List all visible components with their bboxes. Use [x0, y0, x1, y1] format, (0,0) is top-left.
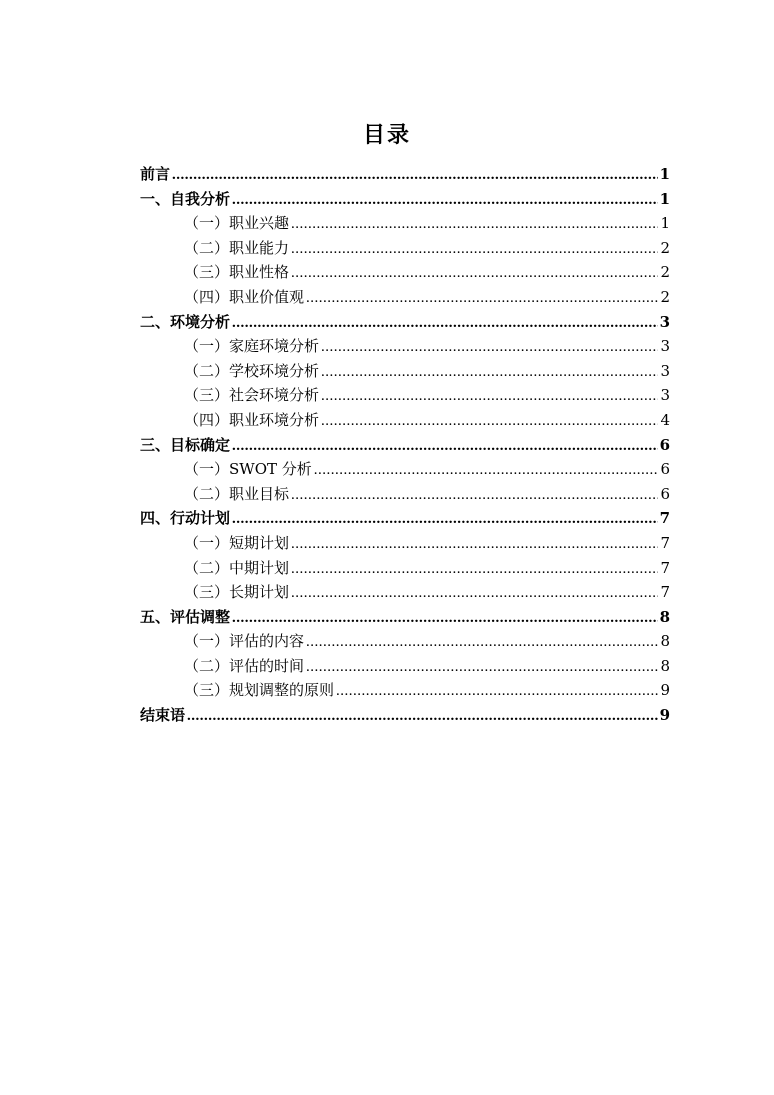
- toc-section-entry[interactable]: [140, 187, 670, 212]
- toc-entry-label: 前言: [140, 165, 171, 183]
- toc-page-number: 8: [660, 656, 670, 675]
- table-of-contents: [140, 162, 670, 728]
- toc-entry-label: （四）职业价值观: [184, 287, 305, 306]
- toc-entry-label: （二）职业目标: [184, 484, 290, 503]
- toc-dot-leader: [291, 261, 658, 286]
- toc-entry-label: （一）家庭环境分析: [184, 337, 320, 356]
- toc-entry-label: （三）社会环境分析: [184, 386, 320, 405]
- toc-page-number: 7: [660, 583, 670, 602]
- toc-page-number: 3: [660, 361, 670, 380]
- toc-dot-leader: [291, 581, 658, 606]
- toc-entry-label: 结束语: [140, 706, 186, 725]
- toc-subsection-entry[interactable]: [140, 334, 670, 359]
- toc-entry-label: （三）长期计划: [184, 583, 290, 602]
- toc-page-number: 6: [660, 484, 670, 503]
- toc-dot-leader: [291, 237, 658, 262]
- toc-page-number: 9: [659, 706, 670, 725]
- toc-dot-leader: [232, 188, 658, 213]
- toc-subsection-entry[interactable]: [140, 383, 670, 408]
- toc-page-number: 4: [660, 410, 670, 429]
- toc-dot-leader: [321, 384, 658, 409]
- toc-section-entry[interactable]: [140, 703, 670, 728]
- toc-page-number: 9: [660, 681, 670, 700]
- toc-entry-label: 一、自我分析: [140, 189, 231, 208]
- toc-dot-leader: [321, 360, 658, 385]
- toc-subsection-entry[interactable]: [140, 580, 670, 605]
- toc-entry-label: 二、环境分析: [140, 312, 231, 331]
- toc-entry-label: （二）中期计划: [184, 558, 290, 577]
- toc-entry-label: 三、目标确定: [140, 435, 231, 454]
- toc-dot-leader: [321, 335, 658, 360]
- toc-entry-label: （四）职业环境分析: [184, 410, 320, 429]
- toc-subsection-entry[interactable]: [140, 236, 670, 261]
- toc-page-number: 2: [660, 263, 670, 282]
- toc-dot-leader: [232, 606, 658, 631]
- toc-section-entry[interactable]: [140, 310, 670, 335]
- toc-page-number: 1: [659, 165, 670, 183]
- toc-subsection-entry[interactable]: [140, 654, 670, 679]
- toc-entry-label: （二）学校环境分析: [184, 361, 320, 380]
- toc-page-number: 8: [659, 607, 670, 626]
- toc-dot-leader: [291, 532, 658, 557]
- toc-entry-label: （二）评估的时间: [184, 656, 305, 675]
- toc-page-number: 6: [660, 460, 670, 479]
- toc-subsection-entry[interactable]: [140, 678, 670, 703]
- toc-entry-label: （三）规划调整的原则: [184, 681, 335, 700]
- toc-dot-leader: [291, 557, 658, 582]
- toc-entry-label: （一）SWOT 分析: [184, 460, 312, 479]
- toc-dot-leader: [291, 483, 658, 508]
- page-title: 目录: [362, 122, 411, 148]
- toc-dot-leader: [187, 704, 658, 729]
- toc-page-number: 1: [659, 189, 670, 208]
- toc-dot-leader: [321, 409, 658, 434]
- toc-page-number: 3: [660, 386, 670, 405]
- toc-section-entry[interactable]: [140, 433, 670, 458]
- toc-page-number: 3: [660, 337, 670, 356]
- toc-entry-label: （二）职业能力: [184, 238, 290, 257]
- toc-entry-label: 五、评估调整: [140, 607, 231, 626]
- toc-dot-leader: [232, 507, 658, 532]
- toc-subsection-entry[interactable]: [140, 211, 670, 236]
- toc-dot-leader: [306, 630, 658, 655]
- toc-page-number: 7: [660, 558, 670, 577]
- toc-dot-leader: [314, 458, 659, 483]
- toc-entry-label: 四、行动计划: [140, 509, 231, 528]
- toc-entry-label: （一）职业兴趣: [184, 214, 290, 233]
- toc-entry-label: （一）短期计划: [184, 533, 290, 552]
- toc-subsection-entry[interactable]: [140, 482, 670, 507]
- toc-section-entry[interactable]: [140, 605, 670, 630]
- toc-page-number: 2: [660, 238, 670, 257]
- toc-page-number: 2: [660, 287, 670, 306]
- toc-page-number: 6: [659, 435, 670, 454]
- toc-subsection-entry[interactable]: [140, 285, 670, 310]
- toc-subsection-entry[interactable]: [140, 457, 670, 482]
- toc-page-number: 7: [660, 533, 670, 552]
- toc-entry-label: （三）职业性格: [184, 263, 290, 282]
- toc-dot-leader: [306, 286, 658, 311]
- toc-dot-leader: [291, 212, 658, 237]
- toc-dot-leader: [232, 311, 658, 336]
- toc-subsection-entry[interactable]: [140, 359, 670, 384]
- toc-page-number: 1: [660, 214, 670, 233]
- toc-dot-leader: [172, 163, 658, 188]
- toc-dot-leader: [306, 655, 658, 680]
- toc-subsection-entry[interactable]: [140, 408, 670, 433]
- toc-section-entry[interactable]: [140, 162, 670, 187]
- toc-subsection-entry[interactable]: [140, 531, 670, 556]
- toc-section-entry[interactable]: [140, 506, 670, 531]
- toc-subsection-entry[interactable]: [140, 629, 670, 654]
- toc-dot-leader: [336, 679, 658, 704]
- toc-dot-leader: [232, 434, 658, 459]
- toc-entry-label: （一）评估的内容: [184, 632, 305, 651]
- toc-page-number: 3: [659, 312, 670, 331]
- toc-subsection-entry[interactable]: [140, 260, 670, 285]
- toc-page-number: 7: [659, 509, 670, 528]
- toc-subsection-entry[interactable]: [140, 556, 670, 581]
- toc-page-number: 8: [660, 632, 670, 651]
